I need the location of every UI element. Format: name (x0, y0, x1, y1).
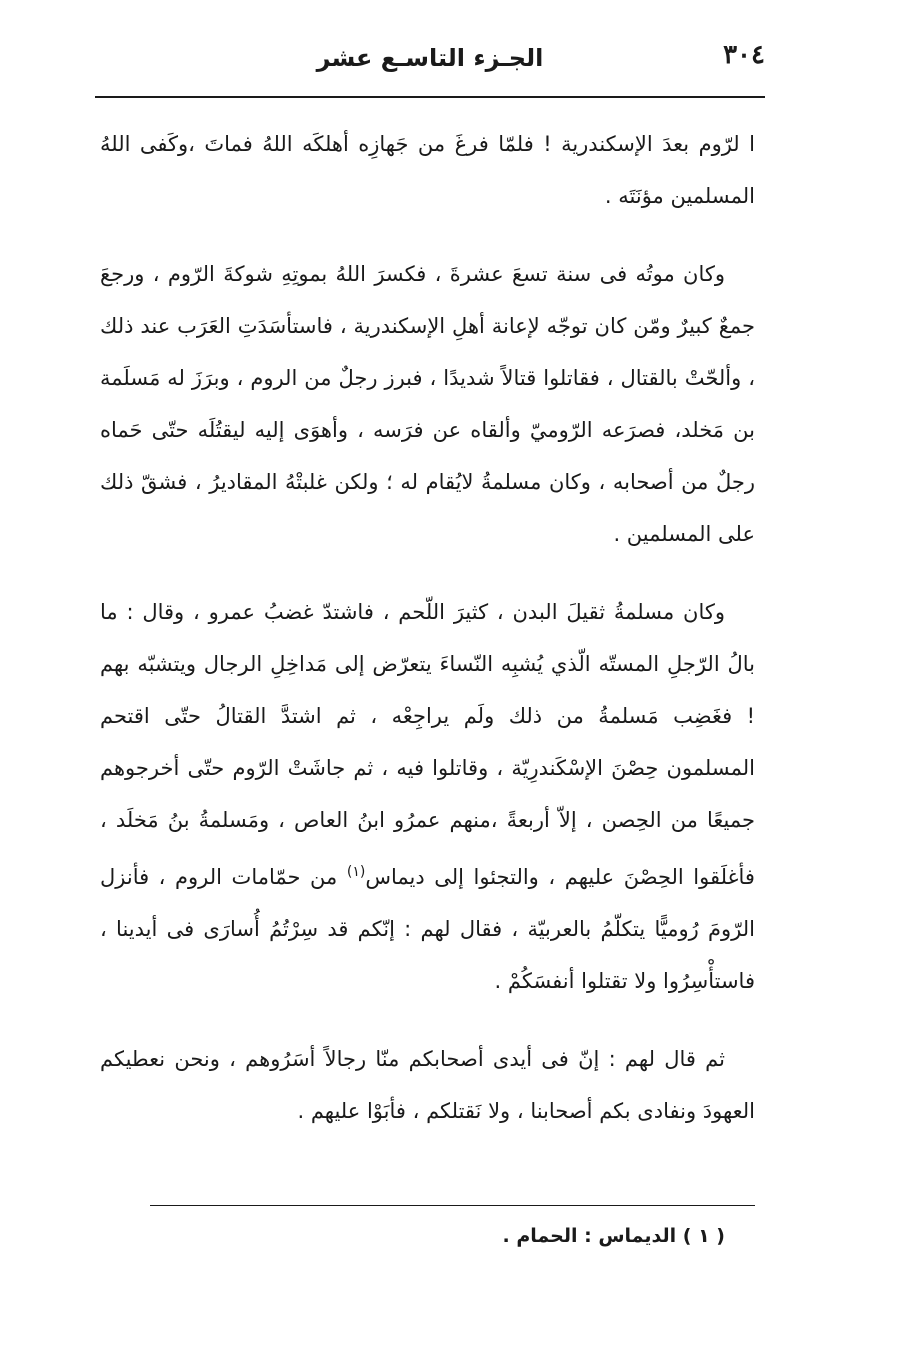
body-text (100, 118, 755, 1163)
page-number: ٣٠٤ (723, 40, 765, 70)
footnote-rule (150, 1205, 755, 1206)
paragraph-2: وكان موتُه فى سنة تسعَ عشرةَ ، فكسرَ اللهُ بموتِهِ شوكةَ الرّوم ، ورجعَ جمعٌ كبيرٌ ومّن كان توجّه لإعانة أهلِ الإسكندرية ، فاستأسَدَتِ العَرَب عند ذلك ، وألحّتْ بالقتال ، فقاتلوا قتالاً شديدًا ، فبرز رجلٌ من الروم ، وبرَزَ له مَسلَمة بن مَخلد، فصرَعه الرّوميّ وألقاه عن فرَسه ، وأهوَى إليه ليقتُلَه حتّى حَماه رجلٌ من أصحابه ، وكان مسلمةُ لايُقام له ؛ ولكن غلبتْهُ المقاديرُ ، فشقّ ذلك على المسلمين . (100, 262, 755, 546)
paragraph-1: ا لرّوم بعدَ الإسكندرية ! فلمّا فرغَ من جَهازِه أهلكَه اللهُ فماتَ ،وكَفى اللهُ المسلمين مؤنَتَه . (100, 132, 755, 208)
page-header (95, 40, 765, 90)
running-title: الجـزء التاسـع عشر (316, 44, 544, 72)
paragraph-3-text-b: من حمّامات الروم ، فأنزل الرّومَ رُوميًّا يتكلّمُ بالعربيّة ، فقال لهم : إنّكم قد سِرْتُمُ أُسارَى فى أيدينا ، فاستأْسِرُوا ولا تقتلوا أنفسَكُمْ . (100, 865, 755, 993)
paragraph-4: ثم قال لهم : إنّ فى أيدى أصحابكم منّا رجالاً أسَرُوهم ، ونحن نعطيكم العهودَ ونفادى بكم أصحابنا ، ولا نَقتلكم ، فأبَوْا عليهم . (100, 1047, 755, 1123)
header-rule (95, 96, 765, 98)
footnote-reference[interactable]: (١) (346, 864, 366, 880)
paragraph-3-text-a: وكان مسلمةُ ثقيلَ البدن ، كثيرَ اللّحم ، فاشتدّ غضبُ عمرو ، وقال : ما بالُ الرّجلِ المستّه الّذي يُشبِه النّساءَ يتعرّض إلى مَداخِلِ الرجال ويتشبّه بهم ! فغَضِب مَسلمةُ من ذلك ولَم يراجِعْه ، ثم اشتدَّ القتالُ حتّى اقتحم المسلمون حِصْنَ الإسْكَندرِيّة ، وقاتلوا فيه ، ثم جاشَتْ الرّوم حتّى أخرجوهم جميعًا من الحِصن ، إلاّ أربعةً ،منهم عمرُو ابنُ العاص ، ومَسلمةُ بنُ مَخلَد ، فأغلَقوا الحِصْنَ عليهم ، والتجئوا إلى ديماس (100, 600, 755, 889)
footnote: ( ١ ) الديماس : الحمام . (502, 1225, 725, 1247)
paragraph-3 (100, 586, 755, 1007)
